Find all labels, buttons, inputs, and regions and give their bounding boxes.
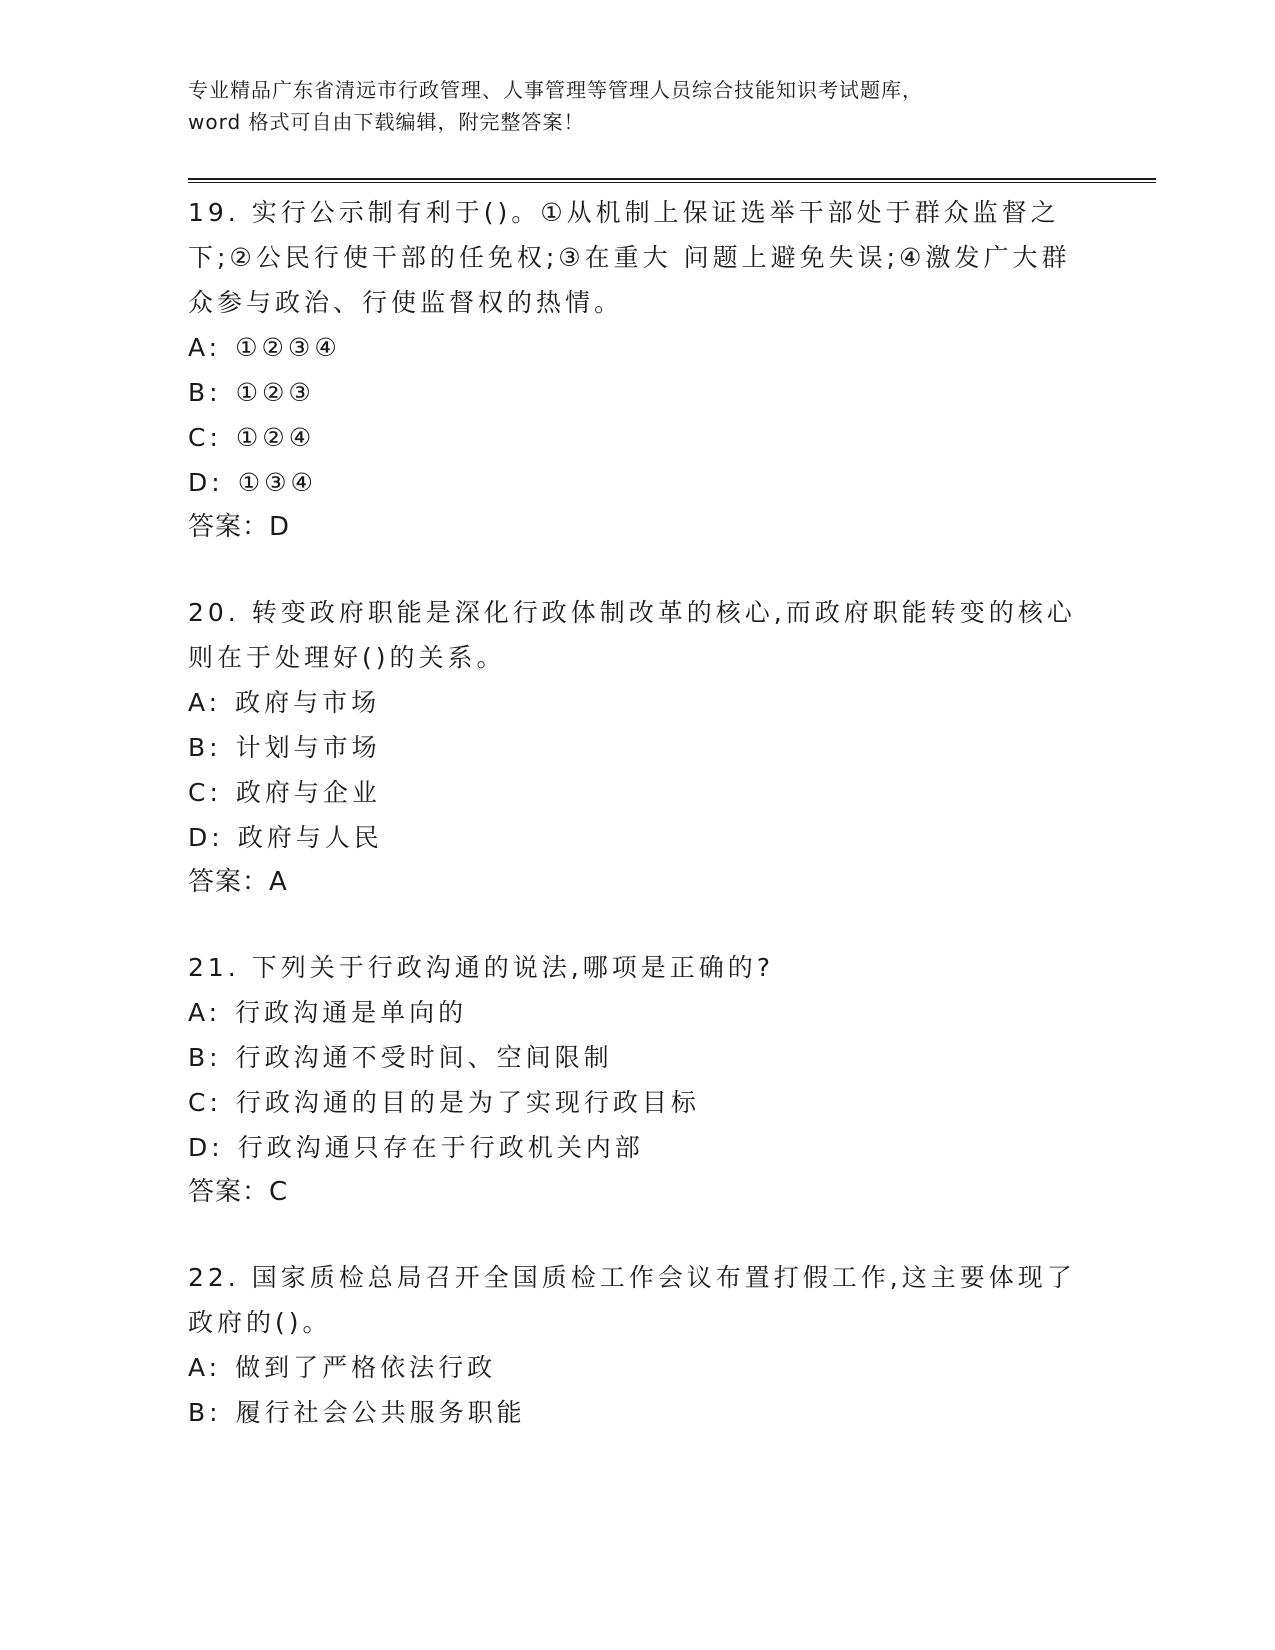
option-text: 计划与市场 [235,733,381,762]
option-a [188,680,1088,725]
option-key: B: [188,1043,222,1072]
question-22 [188,1255,1088,1435]
option-b [188,1390,1088,1435]
question-text: 转变政府职能是深化行政体制改革的核心,而政府职能转变的核心则在于处理好()的关系。 [188,598,1076,672]
option-key: B: [188,378,222,407]
option-key: D: [188,823,224,852]
option-d [188,815,1088,860]
question-20 [188,590,1088,905]
document-header [188,74,1088,138]
option-text: ①②③ [235,378,315,407]
option-text: ①②③④ [235,333,341,362]
option-key: A: [188,998,222,1027]
option-text: ①②④ [235,423,316,452]
option-b [188,1035,1088,1080]
option-text: 行政沟通是单向的 [235,998,468,1027]
option-a [188,1345,1088,1390]
option-c [188,415,1088,460]
answer-line: 答案：A [188,867,288,897]
option-c [188,770,1088,815]
question-stem [188,945,1088,990]
question-text: 国家质检总局召开全国质检工作会议布置打假工作,这主要体现了政府的()。 [188,1263,1076,1337]
question-number: 20. [188,598,240,627]
question-number: 21. [188,953,240,982]
question-text: 实行公示制有利于()。①从机制上保证选举干部处于群众监督之下;②公民行使干部的任免权;③在重大 问题上避免失误;④激发广大群众参与政治、行使监督权的热情。 [188,198,1071,317]
option-b [188,725,1088,770]
question-number: 19. [188,198,240,227]
option-c [188,1080,1088,1125]
header-divider [188,178,1156,183]
option-text: 行政沟通不受时间、空间限制 [235,1043,613,1072]
question-21 [188,945,1088,1215]
option-text: 做到了严格依法行政 [235,1353,497,1382]
question-text: 下列关于行政沟通的说法,哪项是正确的? [251,953,774,982]
option-key: B: [188,733,222,762]
header-line-1: 专业精品广东省清远市行政管理、人事管理等管理人员综合技能知识考试题库， [188,78,923,102]
question-stem [188,590,1088,680]
option-d [188,460,1088,505]
option-key: C: [188,1088,222,1117]
option-text: 政府与市场 [235,688,381,717]
option-key: D: [188,468,224,497]
option-key: A: [188,1353,222,1382]
question-number: 22. [188,1263,240,1292]
option-b [188,370,1088,415]
question-stem [188,190,1088,325]
answer-line: 答案：D [188,512,291,542]
option-d [188,1125,1088,1170]
question-19 [188,190,1088,550]
question-list [188,190,1088,1475]
option-key: B: [188,1398,222,1427]
option-text: 政府与企业 [235,778,381,807]
option-text: 行政沟通只存在于行政机关内部 [237,1133,644,1162]
option-text: 行政沟通的目的是为了实现行政目标 [235,1088,700,1117]
answer-line: 答案：C [188,1177,289,1207]
option-text: ①③④ [237,468,317,497]
option-a [188,325,1088,370]
option-key: C: [188,423,222,452]
question-stem [188,1255,1088,1345]
option-key: C: [188,778,222,807]
option-text: 履行社会公共服务职能 [235,1398,526,1427]
option-key: A: [188,333,222,362]
option-text: 政府与人民 [237,823,383,852]
option-a [188,990,1088,1035]
option-key: D: [188,1133,224,1162]
header-line-2: word 格式可自由下载编辑，附完整答案！ [188,110,585,134]
option-key: A: [188,688,222,717]
